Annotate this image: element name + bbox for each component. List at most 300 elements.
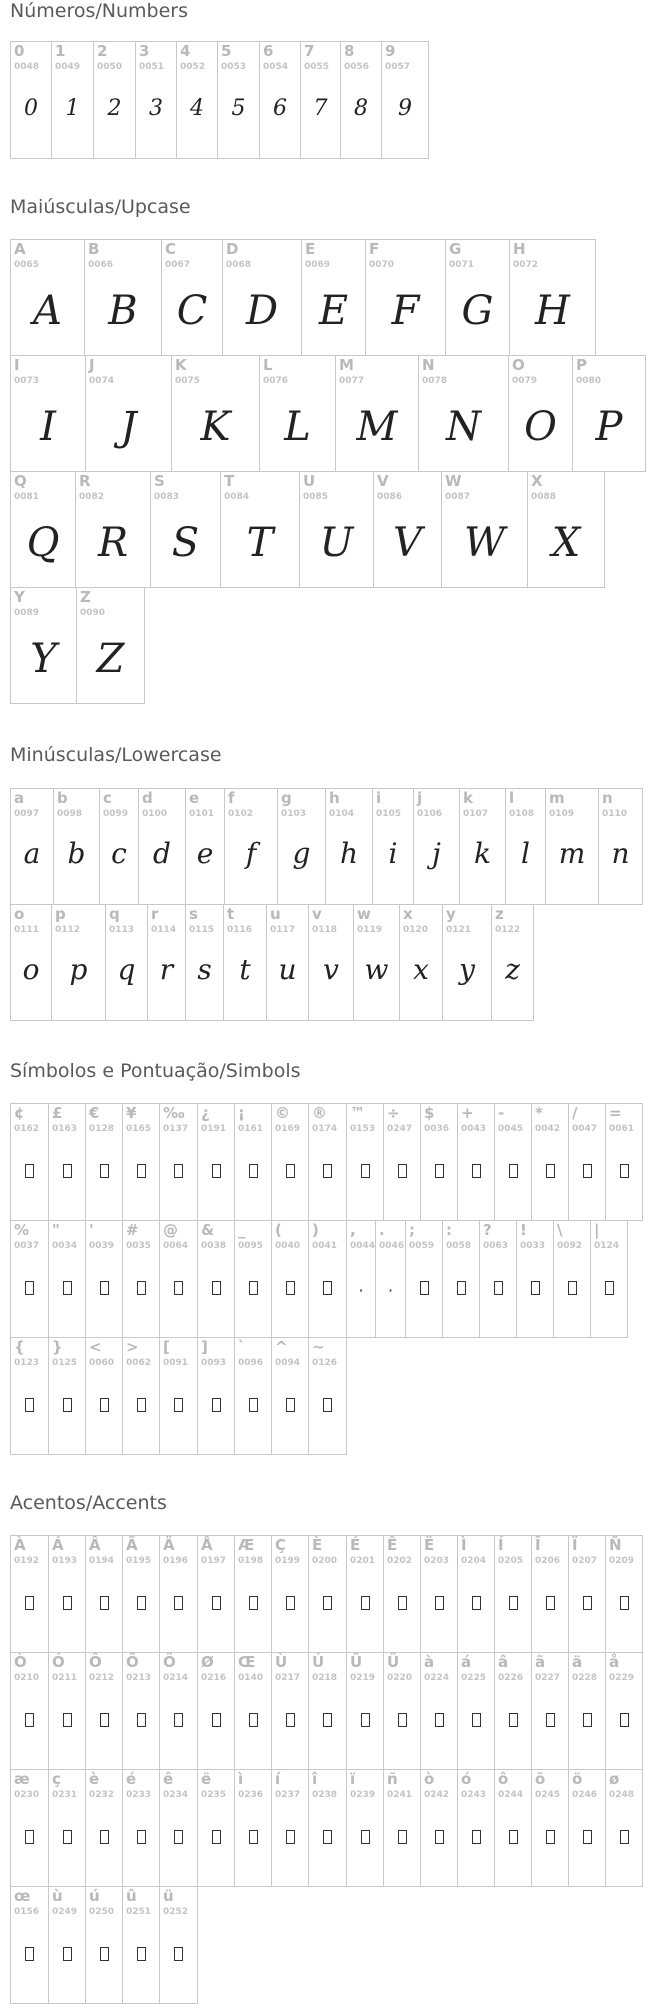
missing-glyph-icon <box>286 1398 295 1412</box>
glyph-cell <box>122 1337 160 1455</box>
glyph-row <box>10 41 428 158</box>
glyph-preview <box>554 1281 590 1299</box>
glyph-cell <box>10 587 77 704</box>
glyph-cell <box>48 1103 86 1221</box>
glyph-code-label: 0169 <box>275 1124 301 1134</box>
glyph-preview <box>606 1596 642 1614</box>
glyph-character-label: - <box>498 1104 505 1122</box>
glyph-preview <box>49 1164 85 1182</box>
missing-glyph-icon <box>174 1398 183 1412</box>
glyph-code-label: 0039 <box>89 1241 115 1251</box>
glyph-character-label: C <box>165 240 177 258</box>
glyph-code-label: 0068 <box>226 260 252 270</box>
missing-glyph-icon <box>174 1281 183 1295</box>
glyph-code-label: 0065 <box>14 260 40 270</box>
glyph-preview <box>458 1596 494 1614</box>
missing-glyph-icon <box>546 1596 555 1610</box>
glyph-preview: e <box>196 837 214 870</box>
glyph-cell <box>457 1103 495 1221</box>
missing-glyph-icon <box>249 1713 258 1727</box>
glyph-character-label: Ü <box>387 1653 400 1671</box>
glyph-cell <box>10 1535 49 1653</box>
glyph-row <box>10 788 642 904</box>
missing-glyph-icon <box>361 1596 370 1610</box>
missing-glyph-icon <box>25 1947 34 1961</box>
glyph-preview: 2 <box>107 96 122 121</box>
glyph-character-label: w <box>357 905 371 923</box>
glyph-code-label: 0049 <box>55 62 81 72</box>
glyph-row <box>10 1220 642 1337</box>
glyph-preview: t <box>239 953 251 986</box>
glyph-code-label: 0107 <box>463 809 489 819</box>
glyph-preview <box>49 1947 85 1965</box>
glyph-cell <box>10 1886 49 2004</box>
glyph-cell <box>568 1652 606 1770</box>
glyph-character-label: l <box>509 789 515 807</box>
glyph-character-label: 8 <box>344 42 355 60</box>
glyph-preview <box>160 1713 197 1731</box>
glyph-preview: W <box>463 520 506 566</box>
missing-glyph-icon <box>249 1830 258 1844</box>
glyph-preview <box>235 1596 271 1614</box>
glyph-code-label: 0203 <box>424 1556 450 1566</box>
glyph-code-label: 0057 <box>385 62 411 72</box>
missing-glyph-icon <box>323 1713 332 1727</box>
glyph-character-label: O <box>512 356 525 374</box>
glyph-character-label: S <box>154 472 165 490</box>
glyph-character-label: ; <box>409 1221 415 1239</box>
glyph-preview: F <box>391 288 420 334</box>
glyph-code-label: 0053 <box>221 62 247 72</box>
missing-glyph-icon <box>249 1596 258 1610</box>
glyph-code-label: 0047 <box>572 1124 598 1134</box>
glyph-code-label: 0124 <box>594 1241 620 1251</box>
lowercase-title: Minúsculas/Lowercase <box>10 744 222 766</box>
glyph-code-label: 0225 <box>461 1673 487 1683</box>
missing-glyph-icon <box>137 1713 146 1727</box>
glyph-cell <box>442 1220 480 1338</box>
glyph-code-label: 0041 <box>312 1241 338 1251</box>
glyph-code-label: 0063 <box>483 1241 509 1251</box>
glyph-code-label: 0217 <box>275 1673 301 1683</box>
glyph-character-label: ñ <box>387 1770 398 1788</box>
accents-title: Acentos/Accents <box>10 1492 167 1514</box>
glyph-preview: G <box>461 288 494 334</box>
glyph-preview: v <box>323 953 339 986</box>
glyph-preview: j <box>432 837 441 870</box>
glyph-cell <box>159 1535 198 1653</box>
missing-glyph-icon <box>583 1596 592 1610</box>
glyph-code-label: 0195 <box>126 1556 152 1566</box>
numbers-grid <box>10 41 428 158</box>
glyph-cell <box>572 355 646 472</box>
glyph-code-label: 0105 <box>376 809 402 819</box>
glyph-character-label: í <box>275 1770 281 1788</box>
glyph-preview <box>569 1713 605 1731</box>
glyph-cell <box>135 41 177 159</box>
glyph-cell <box>53 788 100 905</box>
glyph-character-label: ë <box>201 1770 212 1788</box>
glyph-character-label: = <box>609 1104 622 1122</box>
glyph-code-label: 0231 <box>52 1790 78 1800</box>
glyph-preview: O <box>524 404 557 450</box>
glyph-cell <box>84 239 162 356</box>
glyph-character-label: { <box>14 1338 25 1356</box>
glyph-character-label: ì <box>238 1770 244 1788</box>
glyph-preview: y <box>459 953 475 986</box>
glyph-preview: 3 <box>149 96 163 121</box>
glyph-code-label: 0205 <box>498 1556 524 1566</box>
glyph-cell <box>150 471 221 588</box>
glyph-character-label: " <box>52 1221 60 1239</box>
glyph-row <box>10 1652 642 1769</box>
glyph-preview <box>86 1830 122 1848</box>
glyph-cell <box>346 1103 384 1221</box>
missing-glyph-icon <box>100 1713 109 1727</box>
glyph-preview <box>11 1164 48 1182</box>
glyph-code-label: 0229 <box>609 1673 635 1683</box>
glyph-cell <box>271 1652 309 1770</box>
missing-glyph-icon <box>63 1596 72 1610</box>
glyph-code-label: 0066 <box>88 260 114 270</box>
glyph-preview <box>123 1947 159 1965</box>
missing-glyph-icon <box>286 1164 295 1178</box>
glyph-code-label: 0111 <box>14 925 40 935</box>
glyph-character-label: â <box>498 1653 509 1671</box>
glyph-cell <box>420 1652 458 1770</box>
glyph-preview <box>272 1830 308 1848</box>
missing-glyph-icon <box>286 1713 295 1727</box>
glyph-character-label: Q <box>14 472 27 490</box>
missing-glyph-icon <box>249 1281 258 1295</box>
glyph-character-label: ? <box>483 1221 492 1239</box>
glyph-character-label: + <box>461 1104 474 1122</box>
glyph-preview <box>309 1596 346 1614</box>
missing-glyph-icon <box>137 1164 146 1178</box>
glyph-code-label: 0226 <box>498 1673 524 1683</box>
glyph-preview <box>606 1830 642 1848</box>
missing-glyph-icon <box>620 1713 629 1727</box>
missing-glyph-icon <box>63 1164 72 1178</box>
glyph-cell <box>271 1337 309 1455</box>
glyph-cell <box>10 1652 49 1770</box>
glyph-code-label: 0085 <box>303 492 329 502</box>
glyph-preview: g <box>292 837 311 870</box>
glyph-code-label: 0250 <box>89 1907 115 1917</box>
missing-glyph-icon <box>286 1596 295 1610</box>
glyph-character-label: Á <box>52 1536 64 1554</box>
glyph-preview <box>11 1281 48 1299</box>
glyph-cell <box>85 1886 123 2004</box>
missing-glyph-icon <box>212 1596 221 1610</box>
glyph-cell <box>48 1886 86 2004</box>
glyph-preview: c <box>111 837 127 870</box>
missing-glyph-icon <box>620 1596 629 1610</box>
glyph-code-label: 0114 <box>151 925 177 935</box>
glyph-cell <box>234 1337 272 1455</box>
glyph-preview: i <box>388 837 398 870</box>
glyph-cell <box>75 471 151 588</box>
glyph-preview <box>235 1281 271 1299</box>
glyph-character-label: t <box>227 905 235 923</box>
glyph-cell <box>590 1220 628 1338</box>
glyph-code-label: 0093 <box>201 1358 227 1368</box>
glyph-preview <box>517 1281 553 1299</box>
glyph-character-label: h <box>329 789 340 807</box>
glyph-character-label: j <box>417 789 423 807</box>
glyph-preview: u <box>278 953 297 986</box>
glyph-code-label: 0037 <box>14 1241 40 1251</box>
glyph-code-label: 0156 <box>14 1907 40 1917</box>
glyph-cell <box>122 1535 160 1653</box>
glyph-preview: z <box>505 953 520 986</box>
glyph-character-label: A <box>14 240 26 258</box>
glyph-cell <box>300 41 341 159</box>
glyph-preview <box>532 1596 568 1614</box>
glyph-code-label: 0096 <box>238 1358 264 1368</box>
glyph-cell <box>605 1535 643 1653</box>
missing-glyph-icon <box>323 1164 332 1178</box>
glyph-character-label: # <box>126 1221 139 1239</box>
glyph-character-label: ‰ <box>163 1104 185 1122</box>
glyph-code-label: 0193 <box>52 1556 78 1566</box>
glyph-cell <box>271 1103 309 1221</box>
glyph-cell <box>259 41 301 159</box>
glyph-preview <box>49 1398 85 1416</box>
accents-grid <box>10 1535 642 2003</box>
glyph-cell <box>568 1535 606 1653</box>
glyph-code-label: 0236 <box>238 1790 264 1800</box>
glyph-character-label: ¥ <box>126 1104 137 1122</box>
glyph-preview <box>86 1398 122 1416</box>
glyph-preview: 6 <box>273 96 287 121</box>
missing-glyph-icon <box>137 1596 146 1610</box>
glyph-cell <box>223 904 267 1021</box>
glyph-cell <box>234 1652 272 1770</box>
glyph-preview <box>123 1281 159 1299</box>
glyph-cell <box>494 1103 532 1221</box>
glyph-preview <box>160 1596 197 1614</box>
glyph-code-label: 0106 <box>417 809 443 819</box>
missing-glyph-icon <box>568 1281 577 1295</box>
glyph-row <box>10 1886 642 2003</box>
glyph-preview: x <box>413 953 429 986</box>
glyph-preview <box>49 1596 85 1614</box>
glyph-character-label: 2 <box>97 42 108 60</box>
glyph-character-label: * <box>535 1104 543 1122</box>
glyph-preview <box>421 1830 457 1848</box>
glyph-cell <box>197 1103 235 1221</box>
glyph-preview <box>272 1713 308 1731</box>
glyph-code-label: 0090 <box>80 608 106 618</box>
glyph-cell <box>325 788 373 905</box>
glyph-preview <box>384 1164 420 1182</box>
glyph-character-label: È <box>312 1536 323 1554</box>
glyph-cell <box>147 904 186 1021</box>
glyph-preview <box>569 1164 605 1182</box>
glyph-character-label: ä <box>572 1653 583 1671</box>
glyph-character-label: ! <box>520 1221 527 1239</box>
glyph-code-label: 0109 <box>549 809 575 819</box>
glyph-code-label: 0036 <box>424 1124 450 1134</box>
glyph-character-label: m <box>549 789 565 807</box>
missing-glyph-icon <box>25 1281 34 1295</box>
glyph-preview: E <box>318 288 349 334</box>
glyph-code-label: 0042 <box>535 1124 561 1134</box>
glyph-character-label: Ã <box>126 1536 138 1554</box>
glyph-character-label: $ <box>424 1104 435 1122</box>
glyph-preview: H <box>535 288 570 334</box>
glyph-preview: 0 <box>24 96 38 121</box>
glyph-cell <box>10 471 76 588</box>
missing-glyph-icon <box>137 1281 146 1295</box>
glyph-cell <box>51 904 106 1021</box>
glyph-code-label: 0244 <box>498 1790 524 1800</box>
glyph-preview: w <box>364 953 389 986</box>
glyph-code-label: 0064 <box>163 1241 189 1251</box>
glyph-preview <box>86 1596 122 1614</box>
glyph-character-label: U <box>303 472 316 490</box>
glyph-preview <box>123 1398 159 1416</box>
glyph-cell <box>224 788 278 905</box>
glyph-code-label: 0192 <box>14 1556 40 1566</box>
glyph-code-label: 0213 <box>126 1673 152 1683</box>
glyph-cell <box>420 1535 458 1653</box>
glyph-preview <box>235 1713 271 1731</box>
missing-glyph-icon <box>398 1164 407 1178</box>
glyph-code-label: 0099 <box>103 809 129 819</box>
glyph-preview <box>606 1164 642 1182</box>
glyph-code-label: 0165 <box>126 1124 152 1134</box>
glyph-character-label: @ <box>163 1221 178 1239</box>
glyph-character-label: ¡ <box>238 1104 245 1122</box>
glyph-character-label: % <box>14 1221 30 1239</box>
missing-glyph-icon <box>620 1830 629 1844</box>
glyph-code-label: 0083 <box>154 492 180 502</box>
glyph-character-label: î <box>312 1770 318 1788</box>
glyph-character-label: s <box>189 905 198 923</box>
glyph-code-label: 0080 <box>576 376 602 386</box>
glyph-code-label: 0128 <box>89 1124 115 1134</box>
glyph-character-label: / <box>572 1104 578 1122</box>
glyph-character-label: Í <box>498 1536 504 1554</box>
glyph-preview <box>86 1164 122 1182</box>
glyph-character-label: 1 <box>55 42 66 60</box>
glyph-preview: n <box>611 837 630 870</box>
glyph-code-label: 0199 <box>275 1556 301 1566</box>
glyph-preview <box>160 1281 197 1299</box>
glyph-code-label: 0118 <box>312 925 338 935</box>
glyph-character-label: € <box>89 1104 100 1122</box>
missing-glyph-icon <box>583 1830 592 1844</box>
numbers-title: Números/Numbers <box>10 0 188 22</box>
missing-glyph-icon <box>63 1830 72 1844</box>
glyph-preview: D <box>245 288 279 334</box>
glyph-character-label: 6 <box>263 42 274 60</box>
glyph-code-label: 0248 <box>609 1790 635 1800</box>
glyph-character-label: 7 <box>304 42 315 60</box>
missing-glyph-icon <box>174 1713 183 1727</box>
glyph-character-label: Ä <box>163 1536 175 1554</box>
glyph-preview <box>309 1830 346 1848</box>
glyph-code-label: 0200 <box>312 1556 338 1566</box>
glyph-code-label: 0071 <box>449 260 475 270</box>
glyph-code-label: 0100 <box>142 809 168 819</box>
glyph-character-label: É <box>350 1536 361 1554</box>
symbols-title: Símbolos e Pontuação/Simbols <box>10 1060 301 1082</box>
glyph-preview <box>49 1713 85 1731</box>
glyph-preview <box>86 1281 122 1299</box>
glyph-preview <box>272 1281 308 1299</box>
missing-glyph-icon <box>435 1830 444 1844</box>
glyph-cell <box>308 1769 347 1887</box>
glyph-preview: Z <box>96 636 125 682</box>
glyph-cell <box>405 1220 443 1338</box>
glyph-code-label: 0103 <box>281 809 307 819</box>
missing-glyph-icon <box>546 1164 555 1178</box>
glyph-character-label: Ø <box>201 1653 214 1671</box>
missing-glyph-icon <box>509 1830 518 1844</box>
glyph-preview <box>11 1830 48 1848</box>
glyph-preview <box>495 1830 531 1848</box>
glyph-cell <box>234 1769 272 1887</box>
glyph-character-label: & <box>201 1221 215 1239</box>
glyph-character-label: Û <box>350 1653 363 1671</box>
glyph-preview <box>272 1164 308 1182</box>
glyph-preview <box>160 1830 197 1848</box>
glyph-cell <box>159 1337 198 1455</box>
glyph-code-label: 0247 <box>387 1124 413 1134</box>
glyph-character-label: 5 <box>221 42 232 60</box>
glyph-cell <box>197 1652 235 1770</box>
glyph-code-label: 0212 <box>89 1673 115 1683</box>
glyph-character-label: a <box>14 789 25 807</box>
glyph-preview: X <box>551 520 581 566</box>
glyph-character-label: D <box>226 240 239 258</box>
glyph-code-label: 0034 <box>52 1241 78 1251</box>
glyph-preview <box>384 1713 420 1731</box>
glyph-code-label: 0227 <box>535 1673 561 1683</box>
glyph-cell <box>271 1535 309 1653</box>
glyph-code-label: 0040 <box>275 1241 301 1251</box>
glyph-cell <box>220 471 300 588</box>
glyph-character-label: Ù <box>275 1653 288 1671</box>
glyph-character-label: x <box>403 905 413 923</box>
glyph-code-label: 0140 <box>238 1673 264 1683</box>
glyph-row <box>10 1535 642 1652</box>
glyph-character-label: . <box>379 1221 385 1239</box>
glyph-code-label: 0125 <box>52 1358 78 1368</box>
glyph-character-label: Z <box>80 588 91 606</box>
glyph-cell <box>383 1652 421 1770</box>
glyph-character-label: ü <box>163 1887 174 1905</box>
missing-glyph-icon <box>100 1164 109 1178</box>
glyph-code-label: 0054 <box>263 62 289 72</box>
glyph-cell <box>545 788 599 905</box>
glyph-row <box>10 904 642 1020</box>
upcase-grid <box>10 239 645 703</box>
glyph-preview: R <box>97 520 129 566</box>
glyph-code-label: 0113 <box>109 925 135 935</box>
glyph-preview: o <box>22 953 40 986</box>
glyph-preview <box>235 1830 271 1848</box>
glyph-character-label: : <box>446 1221 452 1239</box>
glyph-code-label: 0084 <box>224 492 250 502</box>
glyph-preview: L <box>284 404 311 450</box>
glyph-character-label: P <box>576 356 587 374</box>
missing-glyph-icon <box>323 1830 332 1844</box>
glyph-character-label: ï <box>350 1770 356 1788</box>
